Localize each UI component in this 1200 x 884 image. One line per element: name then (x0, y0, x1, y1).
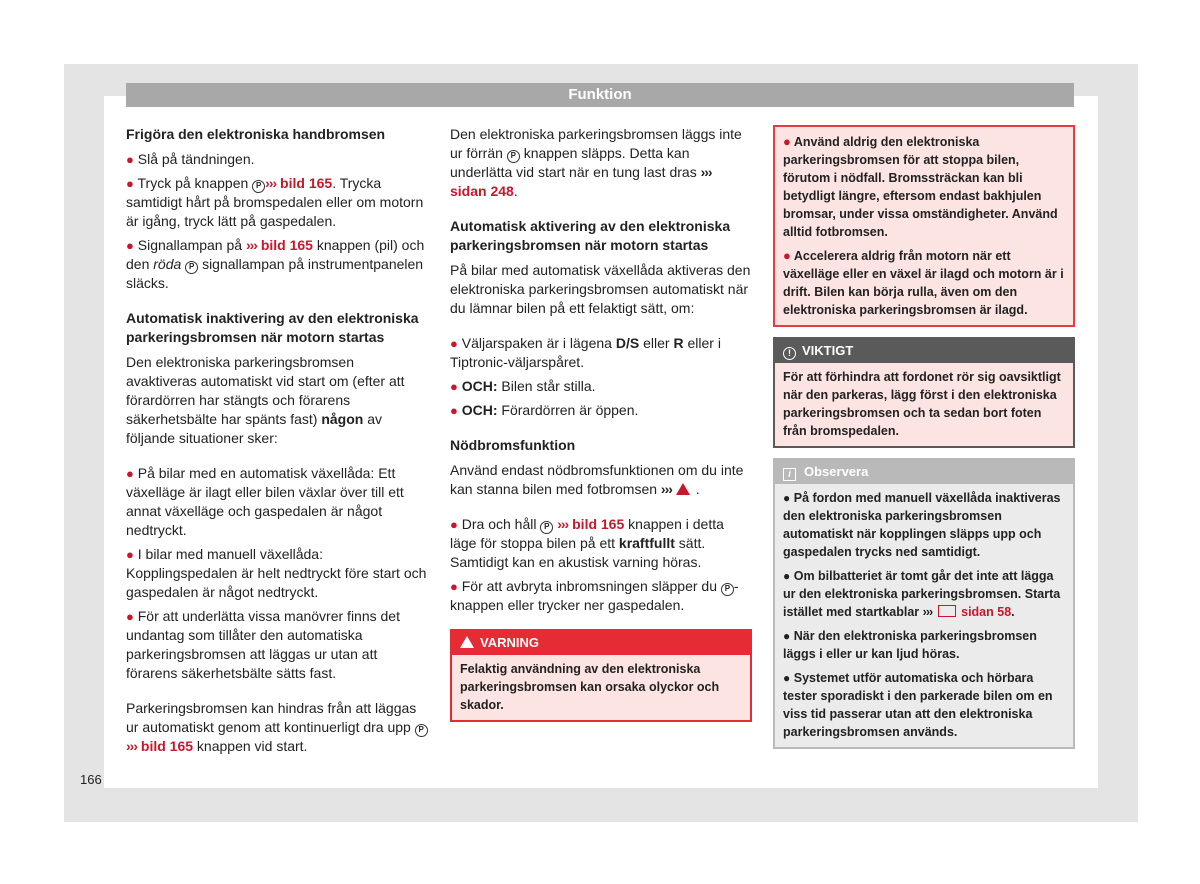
warning-continuation-box (773, 125, 1075, 327)
page-number: 166 (80, 772, 102, 787)
note-body (775, 484, 1073, 747)
list-item: ● Väljarspaken är i lägena D/S eller R eller i Tiptronic-väljarspåret. (450, 335, 721, 370)
list-item: ● På bilar med en automatisk växellåda: Ett växelläge är ilagt eller bilen växlar över till ett annat växelläge och gaspedalen är något nedtryckt. (126, 465, 404, 538)
list-item: ● Signallampan på ››› bild 165 knappen (pil) och den röda P signallampan på instrumentpanelen släcks. (126, 237, 425, 291)
info-icon: i (783, 468, 796, 481)
important-box (773, 337, 1075, 448)
list-item: ● Använd aldrig den elektroniska parkeringsbromsen för att stoppa bilen, förutom i nödfall. Bromssträckan kan bli betydligt längre, eftersom endast bakhjulen bromsar, under vissa omständigheter. Använd alltid fotbromsen. (783, 134, 1058, 239)
column-middle (450, 125, 752, 732)
warning-header: VARNING (452, 631, 750, 655)
list-item: ● Dra och håll P ››› bild 165 knappen i detta läge för stoppa bilen på ett kraftfullt sätt. Samtidigt kan en akustisk varning höras. (450, 516, 724, 570)
list-item: ● När den elektroniska parkeringsbromsen läggs i eller ur kan ljud höras. (783, 629, 1037, 661)
warning-box (450, 629, 752, 722)
link-figure-165[interactable]: bild 165 (260, 237, 313, 253)
list-item: ● OCH: Förardörren är öppen. (450, 402, 639, 418)
link-figure-165[interactable]: bild 165 (140, 738, 194, 754)
warning-triangle-icon[interactable] (676, 483, 690, 495)
list-item: ● För att avbryta inbromsningen släpper du P -knappen eller trycker ner gaspedalen. (450, 578, 739, 613)
list-item: ● På fordon med manuell växellåda inaktiveras den elektroniska parkeringsbromsen automatiskt när kopplingen släpps upp och gaspedalen trycks ned samtidigt. (783, 491, 1061, 559)
list-item: ● Accelerera aldrig från motorn när ett växelläge eller en växel är ilagd och motorn är i drift. Bilen kan börja rulla, även om den elektroniska parkeringsbromsen är ilagd. (783, 248, 1064, 317)
heading-emergency-brake: Nödbromsfunktion (450, 437, 576, 453)
paragraph: Parkeringsbromsen kan hindras från att läggas ur automatiskt genom att kontinuerligt dra upp P ››› bild 165 knappen vid start. (126, 699, 428, 756)
warning-text: Felaktig användning av den elektroniska parkeringsbromsen kan orsaka olyckor och skador. (460, 662, 720, 712)
list-item: ● Slå på tändningen. (126, 151, 255, 167)
section-title: Funktion (126, 83, 1074, 107)
parking-brake-icon: P (185, 261, 198, 274)
warning-triangle-icon (460, 636, 474, 648)
list-item: ● För att underlätta vissa manövrer finns det undantag som tillåter den automatiska parkeringsbromsen att läggas ur utan att förarens säkerhetsbälte sätts fast. (126, 608, 400, 681)
list-item: ● Tryck på knappen P ››› bild 165. Trycka samtidigt hårt på bromspedalen eller om motorn är igång, tryck lätt på gaspedalen. (126, 175, 424, 229)
link-figure-165[interactable]: bild 165 (280, 175, 333, 191)
heading-release-brake: Frigöra den elektroniska handbromsen (126, 126, 386, 142)
parking-brake-icon: P (415, 724, 428, 737)
list-item: ● Om bilbatteriet är tomt går det inte att lägga ur den elektroniska parkeringsbromsen. Starta istället med startkablar ››› sidan 58. (783, 569, 1061, 619)
parking-brake-icon: P (252, 180, 265, 193)
parking-brake-icon: P (507, 150, 520, 163)
book-icon[interactable] (938, 605, 956, 617)
link-figure-165[interactable]: bild 165 (572, 516, 625, 532)
paragraph: Använd endast nödbromsfunktionen om du inte kan stanna bilen med fotbromsen ››› . (450, 462, 744, 497)
important-text: För att förhindra att fordonet rör sig oavsiktligt när den parkeras, lägg först i den elektroniska parkeringsbromsen och ta sedan bort foten från bromspedalen. (783, 370, 1061, 438)
parking-brake-icon: P (540, 521, 553, 534)
list-item: ● I bilar med manuell växellåda: Kopplingspedalen är helt nedtryckt före start och gaspedalen är något nedtryckt. (126, 546, 427, 600)
parking-brake-icon: P (721, 583, 734, 596)
exclamation-icon: ! (783, 347, 796, 360)
paragraph: Den elektroniska parkeringsbromsen läggs inte ur förrän P knappen släpps. Detta kan underlätta vid start när en tung last dras ››› sidan 248. (450, 126, 742, 199)
paragraph: På bilar med automatisk växellåda aktiveras den elektroniska parkeringsbromsen automatiskt när du lämnar bilen på ett felaktigt sätt, om: (450, 262, 751, 316)
column-left (126, 125, 428, 761)
link-page-58[interactable]: sidan 58 (961, 605, 1012, 619)
list-item: ● Systemet utför automatiska och hörbara tester sporadiskt i den parkerade bilen om en viss tid passerar utan att den elektroniska parkeringsbromsen används. (783, 671, 1053, 739)
list-item: ● OCH: Bilen står stilla. (450, 378, 596, 394)
heading-auto-deactivation: Automatisk inaktivering av den elektroniska parkeringsbromsen när motorn startas (126, 310, 419, 345)
paragraph: Den elektroniska parkeringsbromsen avaktiveras automatiskt vid start om (efter att förardörren har stängts och förarens säkerhetsbälte har spänts fast) någon av följande situationer sker: (126, 354, 405, 446)
note-header: i Observera (775, 460, 1073, 484)
link-page-248[interactable]: sidan 248 (450, 183, 514, 199)
column-right (773, 125, 1075, 759)
heading-auto-activation: Automatisk aktivering av den elektroniska parkeringsbromsen när motorn startas (450, 218, 731, 253)
important-header: ! VIKTIGT (775, 339, 1073, 363)
note-box (773, 458, 1075, 749)
